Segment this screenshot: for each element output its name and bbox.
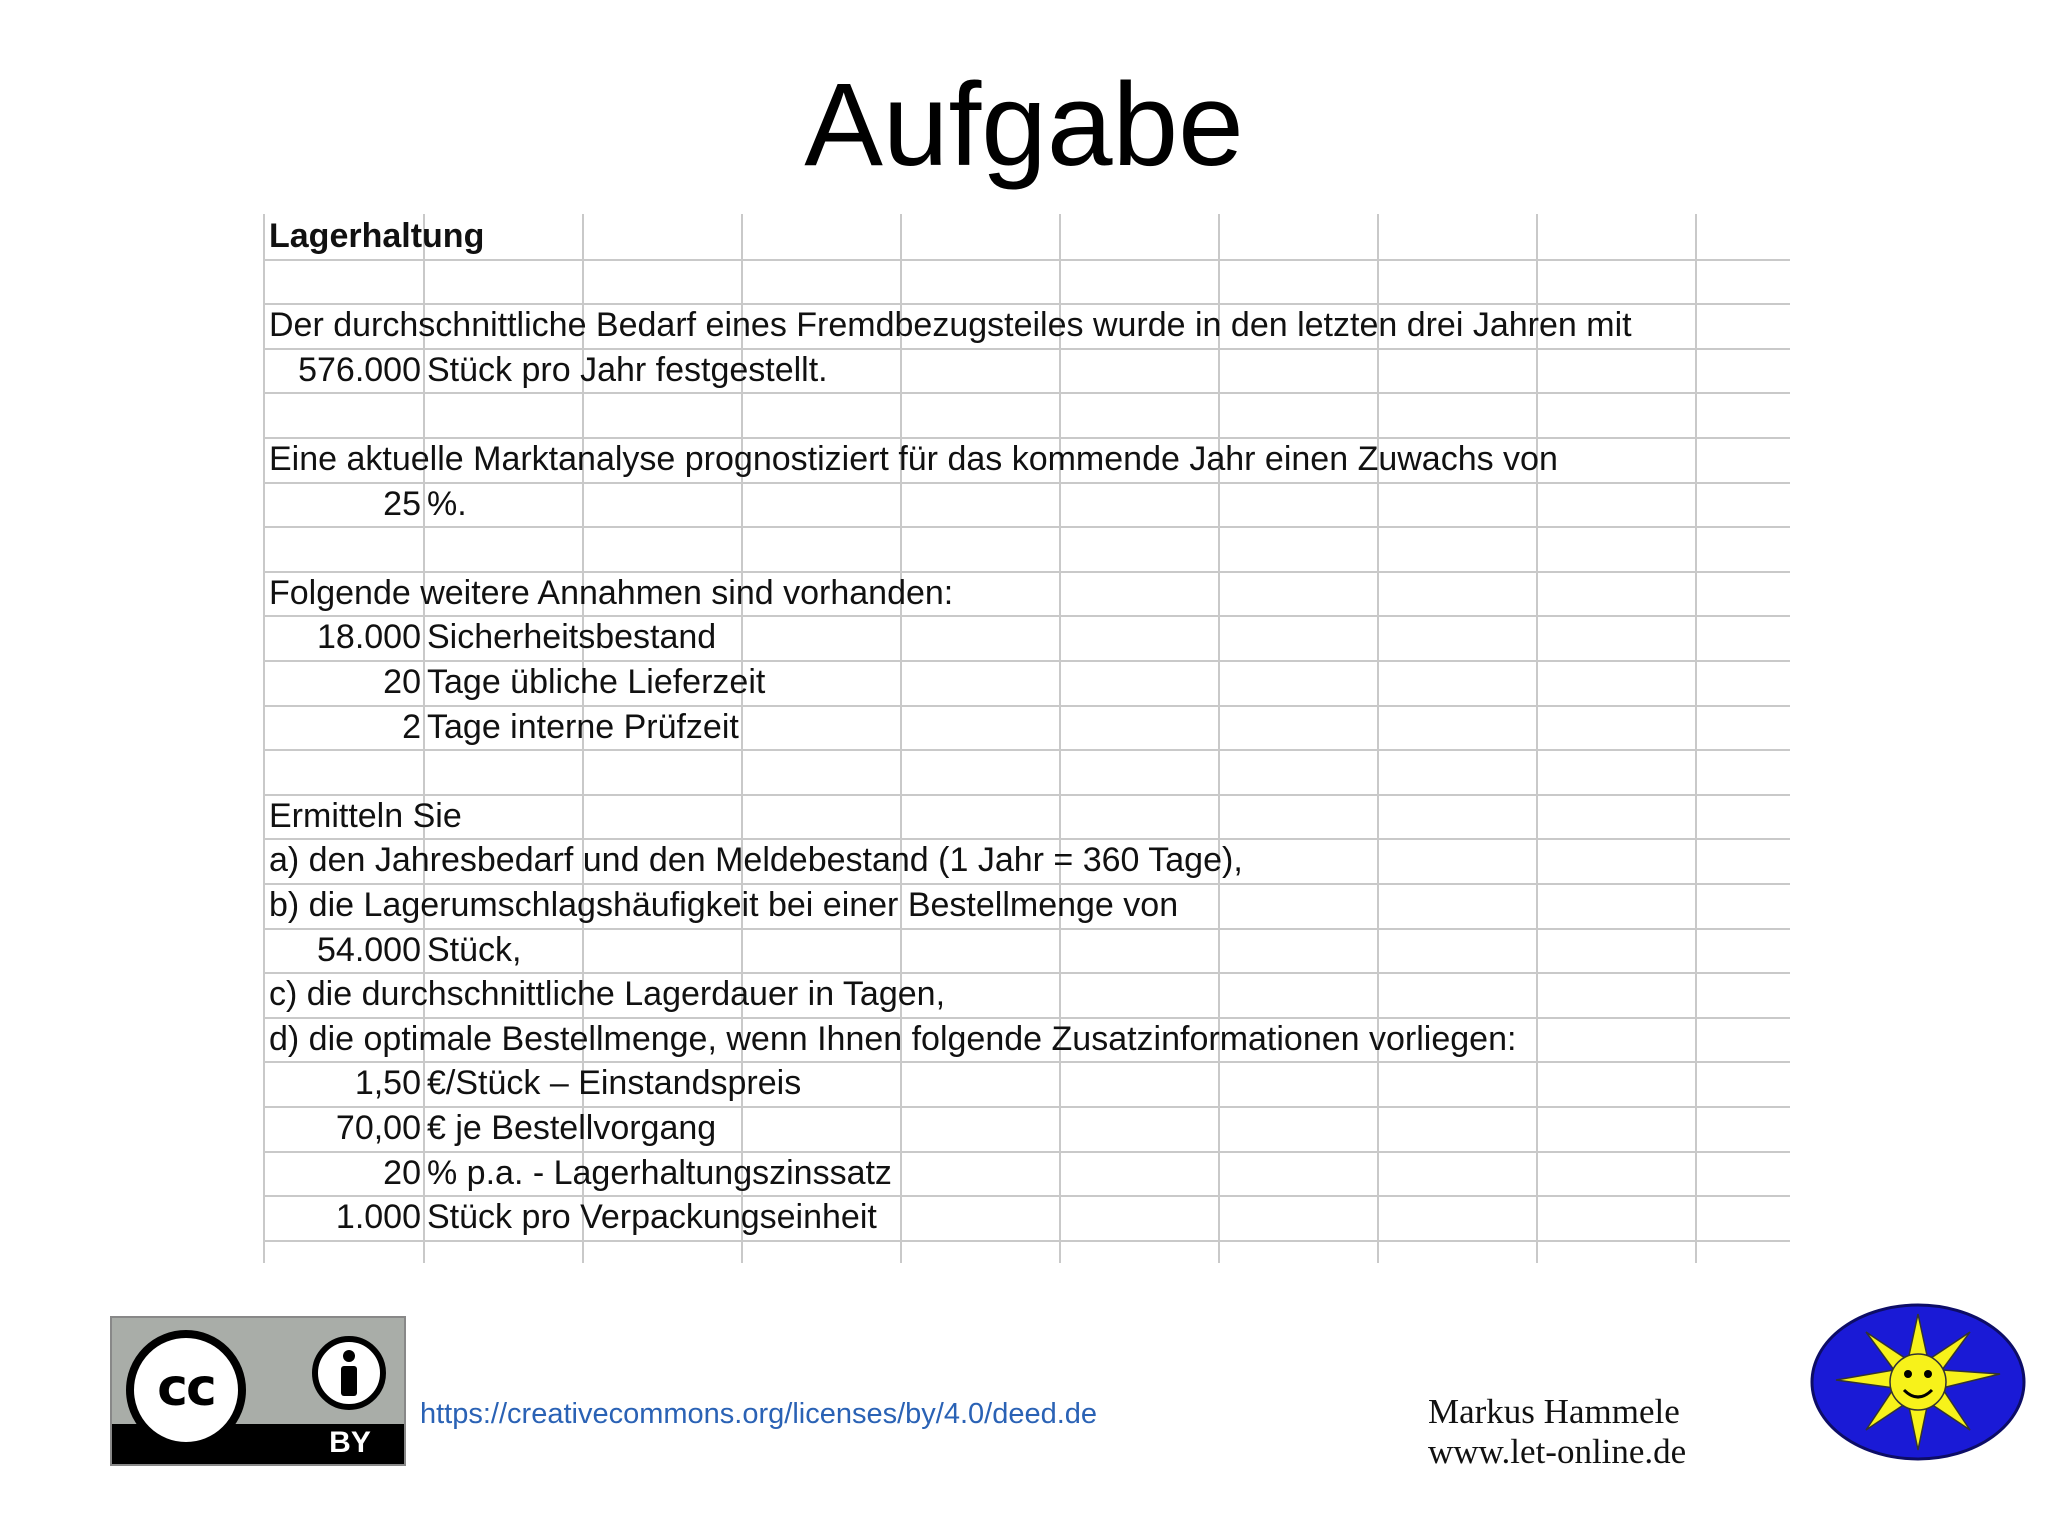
sheet-row xyxy=(263,482,1790,527)
text-cell: d) die optimale Bestellmenge, wenn Ihnen folgende Zusatzinformationen vorliegen: xyxy=(269,1019,1517,1058)
slide-title: Aufgabe xyxy=(804,59,1244,191)
person-icon-head xyxy=(343,1350,355,1362)
sheet-row xyxy=(263,1195,1790,1240)
person-icon xyxy=(312,1336,386,1410)
label-cell: Tage übliche Lieferzeit xyxy=(427,663,766,701)
label-cell: %. xyxy=(427,484,467,523)
text-cell: Ermitteln Sie xyxy=(269,796,462,835)
text-cell: Eine aktuelle Marktanalyse prognostiziert für das kommende Jahr einen Zuwachs von xyxy=(269,440,1558,478)
value-cell: 1,50 xyxy=(354,1064,421,1103)
sheet-row xyxy=(263,972,1790,1017)
text-cell: a) den Jahresbedarf und den Meldebestand (1 Jahr = 360 Tage), xyxy=(269,841,1243,880)
value-cell: 576.000 xyxy=(298,350,421,389)
grid-row-line xyxy=(263,1240,1790,1242)
label-cell: Stück pro Verpackungseinheit xyxy=(427,1198,877,1237)
sheet-row xyxy=(263,1017,1790,1062)
label-cell: Sicherheitsbestand xyxy=(427,618,717,657)
cc-by-license-badge[interactable] xyxy=(110,1316,406,1466)
text-cell: c) die durchschnittliche Lagerdauer in Tagen, xyxy=(269,975,946,1014)
value-cell: 25 xyxy=(383,484,421,523)
sheet-row xyxy=(263,1151,1790,1196)
sheet-row xyxy=(263,303,1790,348)
label-cell: Tage interne Prüfzeit xyxy=(427,707,739,746)
sheet-row xyxy=(263,392,1790,437)
sheet-row xyxy=(263,571,1790,616)
value-cell: 18.000 xyxy=(317,618,421,657)
author-name: Markus Hammele xyxy=(1428,1392,1680,1431)
label-cell: % p.a. - Lagerhaltungszinssatz xyxy=(427,1153,892,1192)
sheet-row xyxy=(263,214,1790,259)
sun-face-logo-icon xyxy=(1810,1302,2030,1462)
value-cell: 54.000 xyxy=(317,930,421,969)
sheet-row xyxy=(263,437,1790,482)
value-cell: 20 xyxy=(383,1153,421,1192)
label-cell: Stück, xyxy=(427,930,522,969)
sheet-row xyxy=(263,883,1790,928)
sheet-row xyxy=(263,615,1790,660)
sheet-row xyxy=(263,1061,1790,1106)
value-cell: 20 xyxy=(383,663,421,701)
label-cell: €/Stück – Einstandspreis xyxy=(427,1064,802,1103)
text-cell: b) die Lagerumschlagshäufigkeit bei einer Bestellmenge von xyxy=(269,886,1179,924)
sheet-row xyxy=(263,794,1790,839)
value-cell: 1.000 xyxy=(335,1198,421,1237)
text-cell: Folgende weitere Annahmen sind vorhanden: xyxy=(269,573,954,612)
value-cell: 70,00 xyxy=(335,1109,421,1147)
sheet-heading: Lagerhaltung xyxy=(269,217,485,255)
sheet-row xyxy=(263,348,1790,393)
sheet-row xyxy=(263,705,1790,750)
text-cell: Der durchschnittliche Bedarf eines Fremdbezugsteiles wurde in den letzten drei Jahren mit xyxy=(269,306,1632,345)
sheet-row xyxy=(263,749,1790,794)
cc-icon: cc xyxy=(126,1330,246,1450)
person-icon-body xyxy=(341,1366,357,1396)
label-cell: € je Bestellvorgang xyxy=(427,1109,717,1147)
sheet-row xyxy=(263,928,1790,973)
license-link[interactable]: https://creativecommons.org/licenses/by/4.0/deed.de xyxy=(420,1398,1098,1430)
sheet-row xyxy=(263,526,1790,571)
sheet-row xyxy=(263,259,1790,304)
sheet-row xyxy=(263,1106,1790,1151)
sheet-row xyxy=(263,838,1790,883)
spreadsheet xyxy=(263,214,1790,1263)
by-label: BY xyxy=(329,1426,371,1459)
author-block xyxy=(1428,1392,1686,1472)
author-site: www.let-online.de xyxy=(1428,1432,1687,1471)
value-cell: 2 xyxy=(402,707,421,746)
sheet-row xyxy=(263,660,1790,705)
label-cell: Stück pro Jahr festgestellt. xyxy=(427,350,828,389)
